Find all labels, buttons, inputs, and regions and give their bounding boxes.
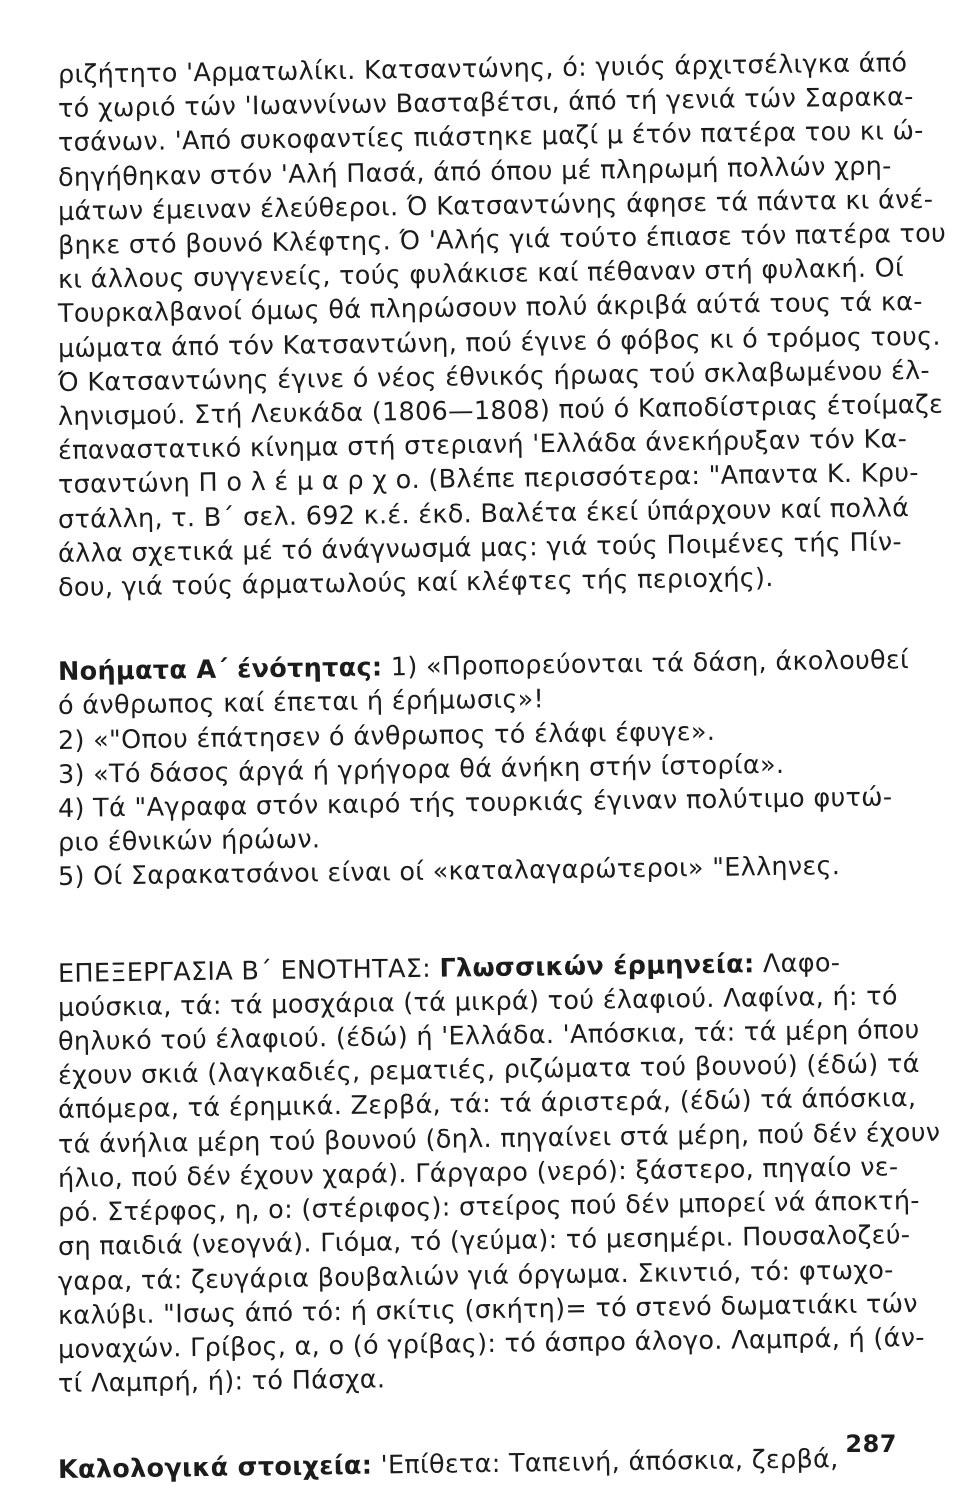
text-line: μοναχών. Γρίβος, α, ο (ό γρίβας): τό άσπρο άλογο. Λαμπρά, ή (άν-	[57, 1322, 925, 1365]
section-a-lines	[57, 684, 908, 894]
text-line: τά άνήλια μέρη τού βουνού (δηλ. πηγαίνει στά μέρη, πού δέν έχουν	[57, 1117, 941, 1160]
text-line: κι άλλους συγγενείς, τούς φυλάκισε καί πέθαναν στή φυλακή. Οί	[57, 253, 905, 296]
text-line: στάλλη, τ. Β΄ σελ. 692 κ.έ. έκδ. Βαλέτα έκεί ύπάρχουν καί πολλά	[57, 492, 910, 535]
text-line: 5) Οί Σαρακατσάνοι είναι οί «καταλαγαρώτεροι» "Ελληνες.	[57, 851, 841, 893]
section-a	[57, 645, 910, 894]
text-line: καλύβι. "Ισως άπό τό: ή σκίτις (σκήτη)= τό στενό δωματιάκι τών	[57, 1288, 919, 1331]
text-line: τσάνων. 'Από συκοφαντίες πιάστηκε μαζί μ έτόν πατέρα του κι ώ-	[57, 116, 924, 159]
section-b-prefix: ΕΠΕΞΕΡΓΑΣΙΑ Β΄ ΕΝΟΤΗΤΑΣ:	[57, 953, 440, 989]
section-c-heading: Καλολογικά στοιχεία:	[57, 1450, 373, 1486]
text-line: δηγήθηκαν στόν 'Αλή Πασά, άπό όπου μέ πληρωμή πολλών χρη-	[57, 150, 892, 193]
text-line: Τουρκαλβανοί όμως θά πληρώσουν πολύ άκριβά αύτά τους τά κα-	[57, 287, 923, 330]
text-line: ριο έθνικών ήρώων.	[57, 824, 321, 859]
text-line: ήλιο, πού δέν έχουν χαρά). Γάργαρο (νερό): ξάστερο, πηγαίο νε-	[57, 1152, 899, 1194]
text-line: τό χωριό τών 'Ιωαννίνων Βασταβέτσι, άπό τή γενιά τών Σαρακα-	[57, 82, 914, 125]
section-c-text: 'Επίθετα: Ταπεινή, άπόσκια, ζερβά,	[372, 1444, 839, 1481]
intro-paragraph	[57, 48, 947, 605]
text-line: ληνισμού. Στή Λευκάδα (1806—1808) πού ό Καποδίστριας έτοίμαζε	[57, 389, 944, 433]
text-line: ση παιδιά (νεογνά). Γιόμα, τό (γεύμα): τό μεσημέρι. Πουσαλοζεύ-	[57, 1220, 911, 1263]
text-line: Ό Κατσαντώνης έγινε ό νέος έθνικός ήρωας τού σκλαβωμένου έλ-	[57, 355, 931, 398]
text-line: άπόμερα, τά έρημικά. Ζερβά, τά: τά άριστερά, (έδώ) τά άπόσκια,	[57, 1083, 917, 1126]
text-line: 2) «"Οπου έπάτησεν ό άνθρωπος τό έλάφι έφυγε».	[57, 716, 716, 756]
section-b-heading: Γλωσσικών έρμηνεία:	[439, 948, 755, 984]
text-line: ρό. Στέρφος, η, ο: (στέριφος): στείρος πού δέν μπορεί νά άποκτή-	[57, 1186, 921, 1229]
text-line: μώματα άπό τόν Κατσαντώνη, πού έγινε ό φόβος κι ό τρόμος τους.	[57, 321, 942, 364]
section-a-first-line-text: 1) «Προπορεύονται τά δάση, άκολουθεί	[382, 645, 910, 683]
section-a-heading: Νοήματα Α΄ ένότητας:	[57, 652, 383, 688]
text-line: άλλα σχετικά μέ τό άνάγνωσμά μας: γιά τούς Ποιμένες τής Πίν-	[57, 527, 903, 569]
text-line: 3) «Τό δάσος άργά ή γρήγορα θά άνήκη στήν ίστορία».	[57, 749, 785, 790]
section-b-lines	[57, 981, 941, 1401]
text-line: τί Λαμπρή, ή): τό Πάσχα.	[57, 1364, 386, 1400]
text-line: θηλυκό τού έλαφιού. (έδώ) ή 'Ελλάδα. 'Απόσκια, τά: τά μέρη όπου	[57, 1015, 920, 1058]
section-b-first-line-text: Λαφο-	[754, 947, 841, 979]
text-line: τσαντώνη Π ο λ έ μ α ρ χ ο. (Βλέπε περισσότερα: "Απαντα Κ. Κρυ-	[57, 458, 919, 501]
text-line: έχουν σκιά (λαγκαδιές, ρεματιές, ριζώματα τού βουνού) (έδώ) τά	[57, 1049, 920, 1092]
text-line: βηκε στό βουνό Κλέφτης. Ό 'Αλής γιά τούτο έπιασε τόν πατέρα του	[57, 218, 947, 262]
text-line: γαρα, τά: ζευγάρια βουβαλιών γιά όργωμα. Σκιντιό, τό: φτωχο-	[57, 1254, 894, 1297]
text-line: μάτων έμειναν έλεύθεροι. Ό Κατσαντώνης άφησε τά πάντα κι άνέ-	[57, 184, 934, 227]
page-number: 287	[845, 1430, 897, 1458]
section-b	[57, 947, 941, 1402]
text-line: δου, γιά τούς άρματωλούς καί κλέφτες τής περιοχής).	[57, 563, 774, 604]
text-line: μούσκια, τά: τά μοσχάρια (τά μικρά) τού έλαφιού. Λαφίνα, ή: τό	[57, 981, 898, 1023]
text-line: έπαναστατικό κίνημα στή στεριανή 'Ελλάδα άνεκήρυξαν τόν Κα-	[57, 424, 908, 467]
text-line: 4) Τά "Αγραφα στόν καιρό τής τουρκιάς έγιναν πολύτιμο φυτώ-	[57, 782, 893, 825]
page-body	[57, 48, 947, 1488]
text-line: ό άνθρωπος καί έπεται ή έρήμωσις»!	[57, 684, 545, 722]
text-line: ριζήτητο 'Αρματωλίκι. Κατσαντώνης, ό: γυιός άρχιτσέλιγκα άπό	[57, 48, 908, 90]
